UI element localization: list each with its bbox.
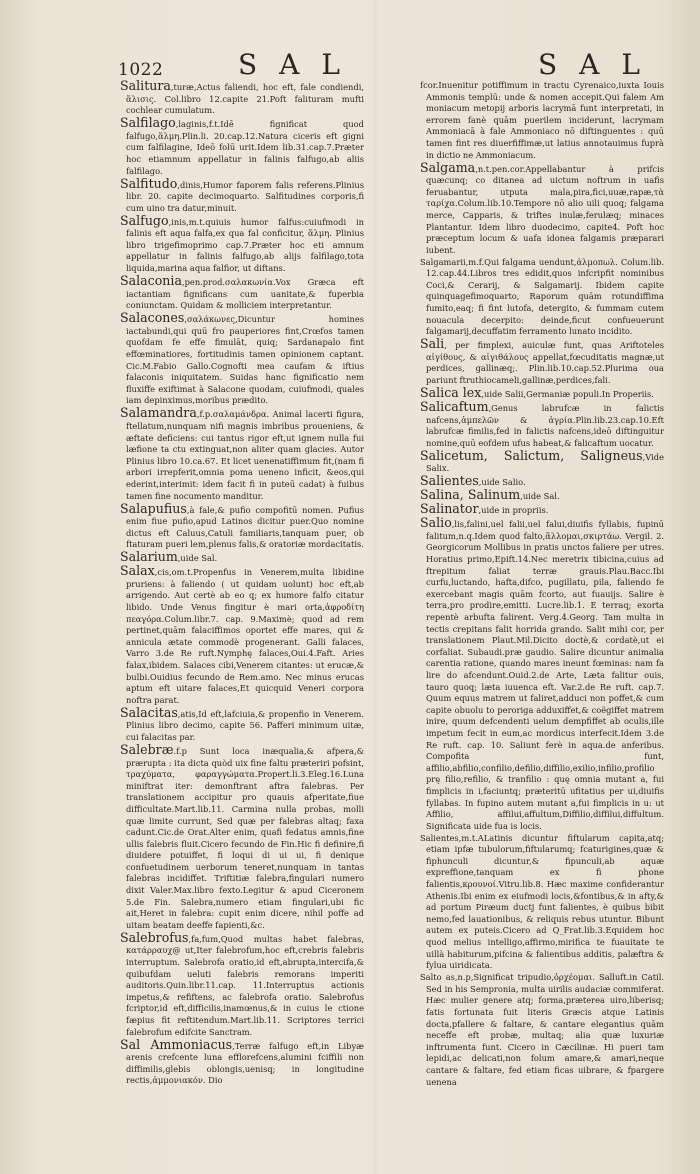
dictionary-entry	[120, 275, 364, 312]
entry-headword: Salicetum, Salictum, Saligneus	[420, 447, 643, 463]
entry-headword: Salfitudo	[120, 175, 178, 191]
entry-definition: ,f.p.σαλαμάνδρα. Animal lacerti figura, ftellatum,nunquam nifi magnis imbribus proueniens, & æftate deficiens: cui tantus rigor eft,ut ignem nulla fui læfione ta ctu extinguat,non aliter quam glacies. Autor Plinius libro 10.ca.67. Et licet uenenatiffimum fit,(nam fi arbori irrepferit,omnia poma ueneno inficit, &eos,qui ederint,interimit: idem facit fi in puteū cadat) à fuibus tamen fine nocumento manditur.	[126, 409, 364, 501]
entry-definition: Salientes,m.t.ALatinis dicuntur fiftularum capita,atq; etiam ipfæ tubulorum,fiftularumq; fcaturigines,quæ & fiphunculi dicuntur,& fipunculi,ab aquæ expreffione,tanquam ex fi phone falientis,κρουνοί.Vitru.lib.8. Hæc maxime confiderantur Athenis.Ibi enim ex eiufmodi locis,&fontibus,& in afty,& ad portum Piræum ductj funt falientes, è quibus bibit nemo,fed lauationibus, & reliquis rebus utuntur. Bibunt autem ex puteis.Cicero ad Q_Frat.lib.3.Equidem hoc quod melius intelligo,affirmo,mirifica te fuauitate te uillà habiturum,pifcina & falientibus additis, palæftra & fylua uiridicata.	[420, 832, 664, 971]
entry-headword: Salio	[420, 515, 452, 531]
entry-headword: Salinator	[420, 501, 479, 517]
dictionary-entry	[420, 833, 664, 972]
dictionary-entry	[120, 117, 364, 177]
entry-headword: Sali	[420, 336, 445, 352]
entry-headword: Salacitas	[120, 704, 178, 720]
entry-definition: ,dinis,Humor faporem falis referens.Plinius libr. 20. capite decimoquarto. Salfitudines corporis,fi cum uino trа datur,minuit.	[126, 179, 364, 213]
entry-headword: Salica lex	[420, 385, 482, 400]
dictionary-entry	[120, 500, 364, 551]
dictionary-entry	[120, 704, 364, 744]
entry-headword: Salicaftum	[420, 398, 489, 414]
entry-headword: Salamandra	[120, 405, 197, 421]
dictionary-entry	[420, 503, 664, 517]
entry-headword: Salgama	[420, 159, 476, 175]
dictionary-entry	[120, 929, 364, 1038]
dictionary-entry	[120, 175, 364, 215]
entry-headword: Salebræ	[120, 741, 174, 757]
dictionary-entry	[120, 407, 364, 502]
dictionary-entry	[420, 80, 664, 161]
entry-definition: ,uide Sal.	[520, 491, 560, 502]
page-number: 1022	[118, 60, 164, 80]
dictionary-entry	[420, 517, 664, 832]
page-header	[118, 48, 686, 82]
entry-definition: ,n.t.pen.cor.Appellabantur à prifcis quæcunq; co ditanea ad uictum noftrum in uafis feruabantur, utputa mala,pira,fici,uuæ,rapæ,τὰ ταρίχα.Colum.lib.10.Tempore nō alio uili quoq; falgama merce, Capparis, & triftes inulæ,ferulæq; minaces Plantantur. Idem libro duodecimo, capite4. Poft hoc præceptum locum & uafa idonea falgamis præparari iubent.	[426, 163, 664, 255]
entry-definition: ,uide Salii,Germaniæ populi.In Properiis.	[481, 389, 654, 399]
entry-headword: Salientes	[420, 473, 479, 489]
entry-definition: .f.p Sunt loca inæqualia,& afpera,& prærupta : ita dicta quòd uix fine faltu præteriri pofsint, τραχύματα, φαραγγώματα.Propert.li.3.Eleg.16.Luna miniftrat iter: demonftrant aftra falebras. Per translationem accipitur pro quauis afperitate,fiue difficultate.Mart.lib.11. Carmina nulla probas, molli quæ limite currunt, Sed quæ per falebras altaq; faxa cadunt.Cic.de Orat.Alter enim, quafi fedatus amnis,fine ullis falebris fluit.Cicero fecundo de Fin.Hic fi definire,fi diuidere potuiffet, fi loqui di ui ui, fi denique confuetudinem uerborum teneret,nunquam in tantas falebras incidiffet. Triftitiæ falebra,fingulari numero dixit Valer.Max.libro fexto.Legitur & apud Ciceronem 5.de Fin. Salebra,numero etiam fingulari,ubi fic ait,Heret in falebra: cupit enim dicere, nihil poffe ad uitam beatam deeffe fapienti,&c.	[126, 745, 364, 930]
entry-definition: , per fimplexi, auiculæ funt, quas Ariftoteles αἰγίθους, & αἰγιθάλους appellat,fœcuditatis magnæ,ut perdices, gallinæq;. Plin.lib.10.cap.52.Plurima oua pariunt ftruthiocameli,gallinæ,perdices,fali.	[426, 340, 664, 386]
entry-definition: ,à fale,& pufio compofitū nomen. Pufius enim fiue pufio,apud Latinos dicitur puer.Quo nomine dictus eft Caluus,Catuli familiaris,tanquam puer, ob ftaturam pueri lem,plenus falis,& oratoriæ mordacitatis.	[126, 504, 364, 550]
entry-headword: Salfugo	[120, 212, 169, 228]
right-column	[420, 80, 664, 1160]
entry-headword: Salitura	[120, 80, 171, 93]
entry-definition: ,laginis,f.t.Idē fignificat quod falfugo,ἅλμη.Plin.li. 20.cap.12.Natura ciceris eft gigni cum falfilagine, Ideō folū urit.Idem lib.31.cap.7.Præter hoc etiamnum appellatur in falinis falfugo,ab aliis falfilago.	[126, 119, 364, 176]
entry-definition: ,cis,om.t.Propenfus in Venerem,multa libidine pruriens: à faliendo ( ut quidam uolunt) hoc eft,ab arrigendo. Aut certè ab eo q; ex humore falfo citatur libido. Unde Venus fingitur è mari orta,ἀφροδίτη πεαγόρα.Colum.libr.7. cap. 9.Maximè; quod ad rem pertinet,quām falaciffimos oportet effe mares, qui & annicula ætate commodè progenerant. Galli falaces, Varro 3.de Re ruft.Nymphę falaces,Oui.4.Faft. Aries falax,ibidem. Salaces cibi,Venerem citantes: ut erucæ,& bulbi.Ouidius fecundo de Rem.amo. Nec minus erucas aptum eft uitare falaces,Et quicquid Veneri corpora noftra parat.	[126, 567, 364, 705]
entry-headword: Salfilago	[120, 115, 176, 131]
entry-definition: ,turæ,Actus faliendi, hoc eft, fale condiendi, ἅλισις. Col.libro 12.capite 21.Poft falituram mufti cochlear cumulatum.	[126, 82, 364, 116]
dictionary-entry	[420, 338, 664, 386]
dictionary-entry	[120, 741, 364, 932]
dictionary-entry	[120, 312, 364, 407]
dictionary-entry	[120, 1036, 364, 1087]
entry-definition: fcor.Inuenitur potiffimum in tractu Cyrenaico,iuxta Iouis Ammonis templū: unde & nomen accepit.Qui falem Am moniacum metopij arboris lacrymā funt interpretati, in errorem fanè quām puerilem inciderunt, lacrymam Ammoniacā à fale Ammoniaco nō diftinguentes : quū tamen fint res diuerfiffimæ,ut latius annotauimus fuprà in dictio ne Ammoniacum.	[420, 80, 664, 160]
entry-definition: ,pen.prod.σαλακωνία.Vox Græca eft iactantiam fignificans cum uanitate,& fuperbia coniunctam. Quidam & molliciem interpretantur.	[126, 277, 364, 311]
entry-headword: Salapufius	[120, 500, 187, 516]
dictionary-entry	[120, 80, 364, 117]
entry-headword: Sal Ammoniacus	[120, 1036, 233, 1052]
column-gutter	[372, 0, 378, 1174]
entry-definition: ,Vide Salix.	[426, 451, 664, 474]
entry-headword: Salax	[120, 563, 155, 579]
dictionary-entry	[120, 565, 364, 706]
entry-definition: ,lis,falini,uel falii,uel falui,diuifis fyllabis, fupinū falitum,n.q.Idem quod falto,ἅλλομαι,σκιρτάω. Vergil. 2. Georgicorum Mollibus in pratis unctos faliere per utres. Horatius primo,Epift.14.Nec meretrix tibicina,cuius ad ftrepitum faliat terræ grauis.Plau.Bacc.Ibi curfu,luctando, hafta,difco, pugillatu, pila, faliendo fe exercebant magis quām fcorto, aut fuauijs. Salire è terra,pro prodire,emitti. Lucre.lib.1. E terraq; exorta repentè arbufta falirent. Verg.4.Georg. Tam multa in tectis crepitans falit horrida grando. Salit mihi cor, per translationem Plaut.Mil.Dicito doctè,& cordatè,ut ei corfaliat. Subaudi.præ gaudio. Salire dicuntur animalia carentia ratione, quando mares ineunt fœminas: nam fa lire do afcendunt.Ouid.2.de Arte, Læta falitur ouis, tauro quoq; læta iuuenca eft. Var.2.de Re ruft. cap.7. Quum equus matrem ut faliret,adduci non poffet,& cum capite obuolu to peroriga adduxiffet,& coëgiffet matrem inire, quum defcendenti uelum dempfiffet ab oculis,ille impetum fecit in eum,ac mordicus interfecit.Idem 3.de Re ruft. cap. 10. Saliunt ferè in aqua.de anferibus. Compofita funt, affilio,abfilio,confilio,defilio,diffilio,exilio,infilio,profilio prę filio,refilio, & tranfilio : quę omnia mutant a, fui fimplicis in i,faciuntq; præteritū ufitatius per ui,diuifis fyllabas. In fupino autem mutant a,fui fimplicis in u: ut Affilio, affilui,affultum,Diffilio,diffilui,diffultum. Significata uide fua is locis.	[426, 519, 664, 831]
running-head-right: SAL	[538, 48, 662, 81]
dictionary-entry	[420, 257, 664, 338]
entry-definition: ,inis,m.t.quiuis humor falfus:cuiufmodi in falinis eft aqua falfa,ex qua fal conficitur, ἅλμη. Plinius libro trigefimoprimo cap.7.Præter hoc eti amnum appellatur in falinis falfugo,ab alijs falfilago,tota liquida,marina aqua falfior, ut diftans.	[126, 216, 364, 274]
dictionary-entry	[420, 398, 664, 449]
entry-definition: ,fa,fum,Quod multas habet falebras, κατάρραυχ@ ut,Iter falebrofum,hoc eft,crebris falebris interruptum. Salebrofa oratio,id eft,abrupta,intercifa,& quibufdam ueluti falebris remorans imperiti auditoris.Quin.libr.11.cap. 11.Interruptus actionis impetus,& refiftens, ac falebrofa oratio. Salebrofus fcriptor,id eft,difficilis,inamœnus,& in cuius le ctione fæpius fit reftitendum.Mart.lib.11. Scriptores terrici falebrofum edifcite Sanctram.	[126, 933, 364, 1037]
entry-headword: Salacones	[120, 310, 185, 326]
left-column	[120, 80, 364, 1160]
dictionary-entry	[420, 159, 664, 257]
running-head-left: SAL	[238, 48, 362, 81]
entry-definition: ,Terræ falfugo eft,in Libyæ arenis crefcente luna efflorefcens,alumini fciffili non diffimilis,glebis oblongis,uenisq; in longitudine rectis,ἁμμονιακόν. Dio	[126, 1040, 364, 1086]
entry-definition: Salgamarii,m.f.Qui falgama uendunt,ἀλμοπωλ. Colum.lib. 12.cap.44.Libros tres edidit,quos infcripfit nominibus Coci,& Cerarij, & Salgamarij. Ibidem capite quinquagefimoquarto, Raporum quām rotundiffima fumito,eaq; fi fint lutofa, detergito, & fummam cutem nouacula decerpito: deinde,ficut confueuerunt falgamarij,decuffatim ferramento lunato incidito.	[420, 256, 664, 337]
entry-definition: ,uide Salio.	[478, 477, 526, 488]
entry-definition: ,atis,Id eft,lafciuia,& propenfio in Venerem. Plinius libro decimo, capite 56. Pafferi minimum uitæ, cui falacitas par.	[126, 708, 364, 742]
entry-definition: ,σαλάκωνες,Dicuntur homines iactabundi,qui quū fro pauperiores fint,Crœfos tamen quofdam fe effe fimulāt, quiq; Sardanapalo fint effœminatiores, fortitudinis tamen opinionem captant. Cic.M.Fabio Gallo.Cognofti mea caufam & iftius falaconis iniquitatem. Suidas hanc fignificatio nem fluxiffe exiftimat à Salacone quodam, cuiufmodi, quales iam depinximus,moribus prædito.	[126, 314, 364, 406]
entry-definition: ,uide Sal.	[177, 553, 218, 564]
entry-definition: Salto as,n.p,Significat tripudio,ὀρχέομαι. Salluft.in Catil. Sed in his Sempronia, multa uirilis audaciæ commiferat. Hæc mulier genere atq; forma,præterea uiro,liberisq; fatis fortunata fuit literis Græcis atque Latinis docta,pfallere & faltare, & cantare elegantius quām neceffe eft probæ, multaq; alia quæ luxuriæ inftrumenta funt. Cicero in Cæcilinæ. Hi pueri tam lepidi,ac delicati,non folum amare,& amari,neque cantare & faltare, fed etiam ficas uibrare, & fpargere uenena	[420, 972, 664, 1087]
dictionary-entry	[420, 447, 664, 475]
entry-definition: ,Genus labrufcæ in falictis nafcens,ἀμπελῶν & ἀγρία.Plin.lib.23.cap.10.Eft labrufcæ fimilis,fed in falictis nafcens,ideō diftinguitur nomine,quū eofdem ufus habeat,& falicaftum uocatur.	[426, 402, 664, 448]
dictionary-entry	[120, 551, 364, 565]
dictionary-entry	[420, 972, 664, 1088]
entry-headword: Salarium	[120, 549, 178, 565]
dictionary-entry	[120, 212, 364, 275]
entry-headword: Salaconia	[120, 273, 182, 289]
entry-definition: ,uide in propriis.	[478, 505, 549, 516]
entry-headword: Salebrofus	[120, 929, 189, 945]
entry-headword: Salina, Salinum	[420, 487, 521, 503]
